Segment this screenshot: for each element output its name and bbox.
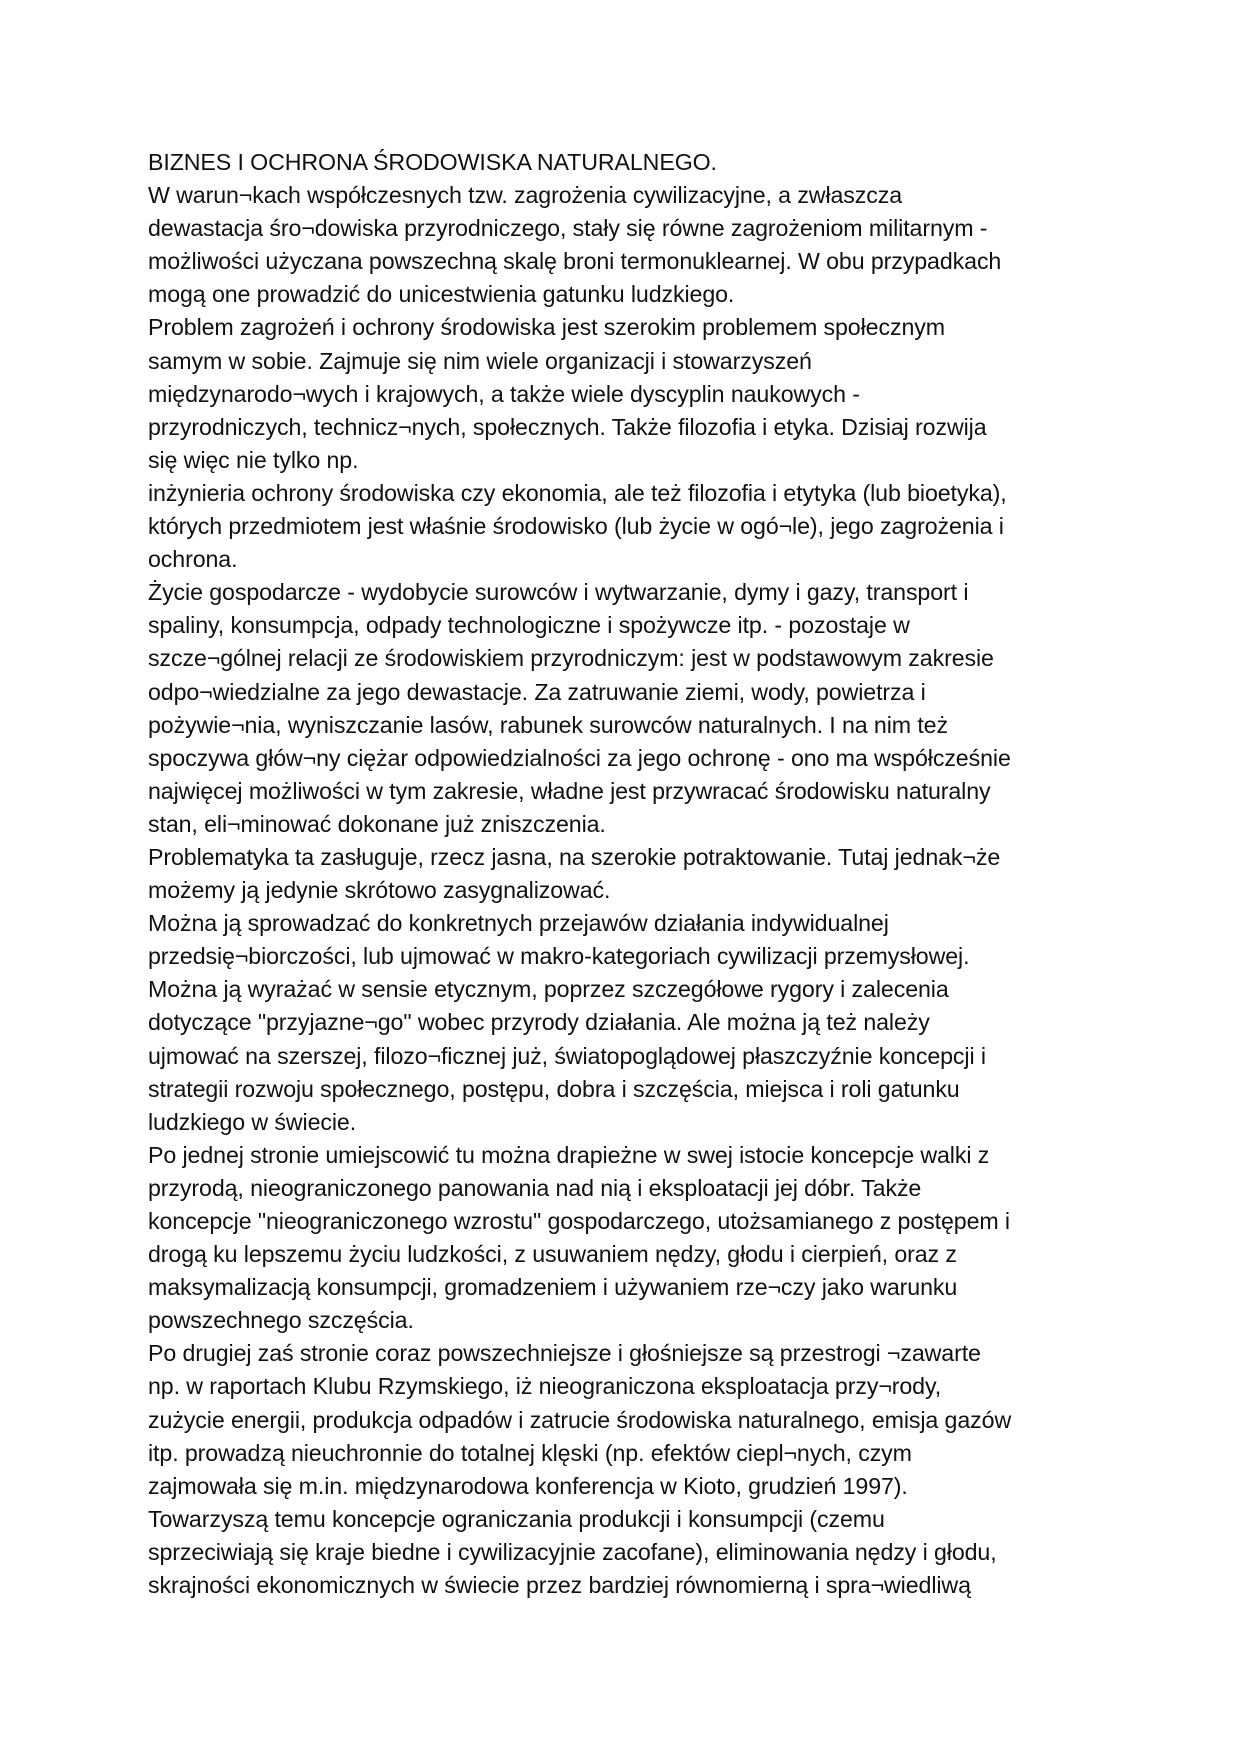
text-line: itp. prowadzą nieuchronnie do totalnej klęski (np. efektów ciepl¬nych, czym xyxy=(148,1439,912,1466)
text-line: zajmowała się m.in. międzynarodowa konferencja w Kioto, grudzień 1997). xyxy=(148,1472,908,1499)
text-line: przyrodą, nieograniczonego panowania nad nią i eksploatacji jej dóbr. Także xyxy=(148,1174,922,1201)
text-line: inżynieria ochrony środowiska czy ekonomia, ale też filozofia i etytyka (lub bioetyka), xyxy=(148,479,1007,506)
text-line: Po drugiej zaś stronie coraz powszechniejsze i głośniejsze są przestrogi ¬zawarte xyxy=(148,1340,981,1367)
text-line: drogą ku lepszemu życiu ludzkości, z usuwaniem nędzy, głodu i cierpień, oraz z xyxy=(148,1241,957,1268)
text-line: sprzeciwiają się kraje biedne i cywilizacyjnie zacofane), eliminowania nędzy i głodu, xyxy=(148,1538,997,1565)
text-line: Towarzyszą temu koncepcje ograniczania produkcji i konsumpcji (czemu xyxy=(148,1505,885,1532)
text-line: zużycie energii, produkcja odpadów i zatrucie środowiska naturalnego, emisja gazów xyxy=(148,1406,1012,1433)
text-line: pożywie¬nia, wyniszczanie lasów, rabunek surowców naturalnych. I na nim też xyxy=(148,711,948,738)
text-line: ujmować na szerszej, filozo¬ficznej już, światopoglądowej płaszczyźnie koncepcji i xyxy=(148,1042,986,1069)
text-line: np. w raportach Klubu Rzymskiego, iż nieograniczona eksploatacja przy¬rody, xyxy=(148,1373,942,1400)
text-line: maksymalizacją konsumpcji, gromadzeniem i używaniem rze¬czy jako warunku xyxy=(148,1274,958,1301)
text-line: Po jednej stronie umiejscowić tu można drapieżne w swej istocie koncepcje walki z xyxy=(148,1141,990,1168)
text-line: ochrona. xyxy=(148,546,238,573)
text-line: Można ją wyrażać w sensie etycznym, poprzez szczegółowe rygory i zalecenia xyxy=(148,976,949,1003)
text-line: skrajności ekonomicznych w świecie przez bardziej równomierną i spra¬wiedliwą xyxy=(148,1572,971,1599)
text-line: powszechnego szczęścia. xyxy=(148,1307,414,1334)
text-line: spaliny, konsumpcja, odpady technologiczne i spożywcze itp. - pozostaje w xyxy=(148,612,910,639)
text-line: najwięcej możliwości w tym zakresie, władne jest przywracać środowisku naturalny xyxy=(148,777,991,804)
text-line: możliwości użyczana powszechną skalę broni termonuklearnej. W obu przypadkach xyxy=(148,248,1002,275)
text-line: Życie gospodarcze - wydobycie surowców i wytwarzanie, dymy i gazy, transport i xyxy=(148,579,969,606)
text-line: dotyczące "przyjazne¬go" wobec przyrody działania. Ale można ją też należy xyxy=(148,1009,930,1036)
text-line: stan, eli¬minować dokonane już zniszczenia. xyxy=(148,810,606,837)
text-line: międzynarodo¬wych i krajowych, a także wiele dyscyplin naukowych - xyxy=(148,380,860,407)
text-line: przyrodniczych, technicz¬nych, społecznych. Także filozofia i etyka. Dzisiaj rozwija xyxy=(148,413,987,440)
text-line: się więc nie tylko np. xyxy=(148,446,359,473)
text-line: Problematyka ta zasługuje, rzecz jasna, na szerokie potraktowanie. Tutaj jednak¬że xyxy=(148,843,1001,870)
document-title: BIZNES I OCHRONA ŚRODOWISKA NATURALNEGO. xyxy=(148,149,717,175)
text-line: ludzkiego w świecie. xyxy=(148,1108,357,1135)
text-line: odpo¬wiedzialne za jego dewastacje. Za zatruwanie ziemi, wody, powietrza i xyxy=(148,678,926,705)
document-text xyxy=(148,146,1108,1602)
text-line: Problem zagrożeń i ochrony środowiska jest szerokim problemem społecznym xyxy=(148,314,945,341)
text-line: W warun¬kach współczesnych tzw. zagrożenia cywilizacyjne, a zwłaszcza xyxy=(148,182,903,209)
text-line: Można ją sprowadzać do konkretnych przejawów działania indywidualnej xyxy=(148,910,889,937)
text-line: koncepcje "nieograniczonego wzrostu" gospodarczego, utożsamianego z postępem i xyxy=(148,1208,1010,1234)
text-line: szcze¬gólnej relacji ze środowiskiem przyrodniczym: jest w podstawowym zakresie xyxy=(148,645,994,672)
text-line: samym w sobie. Zajmuje się nim wiele organizacji i stowarzyszeń xyxy=(148,347,812,374)
text-line: możemy ją jedynie skrótowo zasygnalizować. xyxy=(148,877,611,904)
text-line: mogą one prowadzić do unicestwienia gatunku ludzkiego. xyxy=(148,281,735,308)
text-line: których przedmiotem jest właśnie środowisko (lub życie w ogó¬le), jego zagrożenia i xyxy=(148,513,1004,540)
text-line: spoczywa głów¬ny ciężar odpowiedzialności za jego ochronę - ono ma współcześnie xyxy=(148,744,1011,771)
text-line: przedsię¬biorczości, lub ujmować w makro-kategoriach cywilizacji przemysłowej. xyxy=(148,943,970,970)
text-line: dewastacja śro¬dowiska przyrodniczego, stały się równe zagrożeniom militarnym - xyxy=(148,215,988,242)
text-line: strategii rozwoju społecznego, postępu, dobra i szczęścia, miejsca i roli gatunku xyxy=(148,1075,960,1102)
